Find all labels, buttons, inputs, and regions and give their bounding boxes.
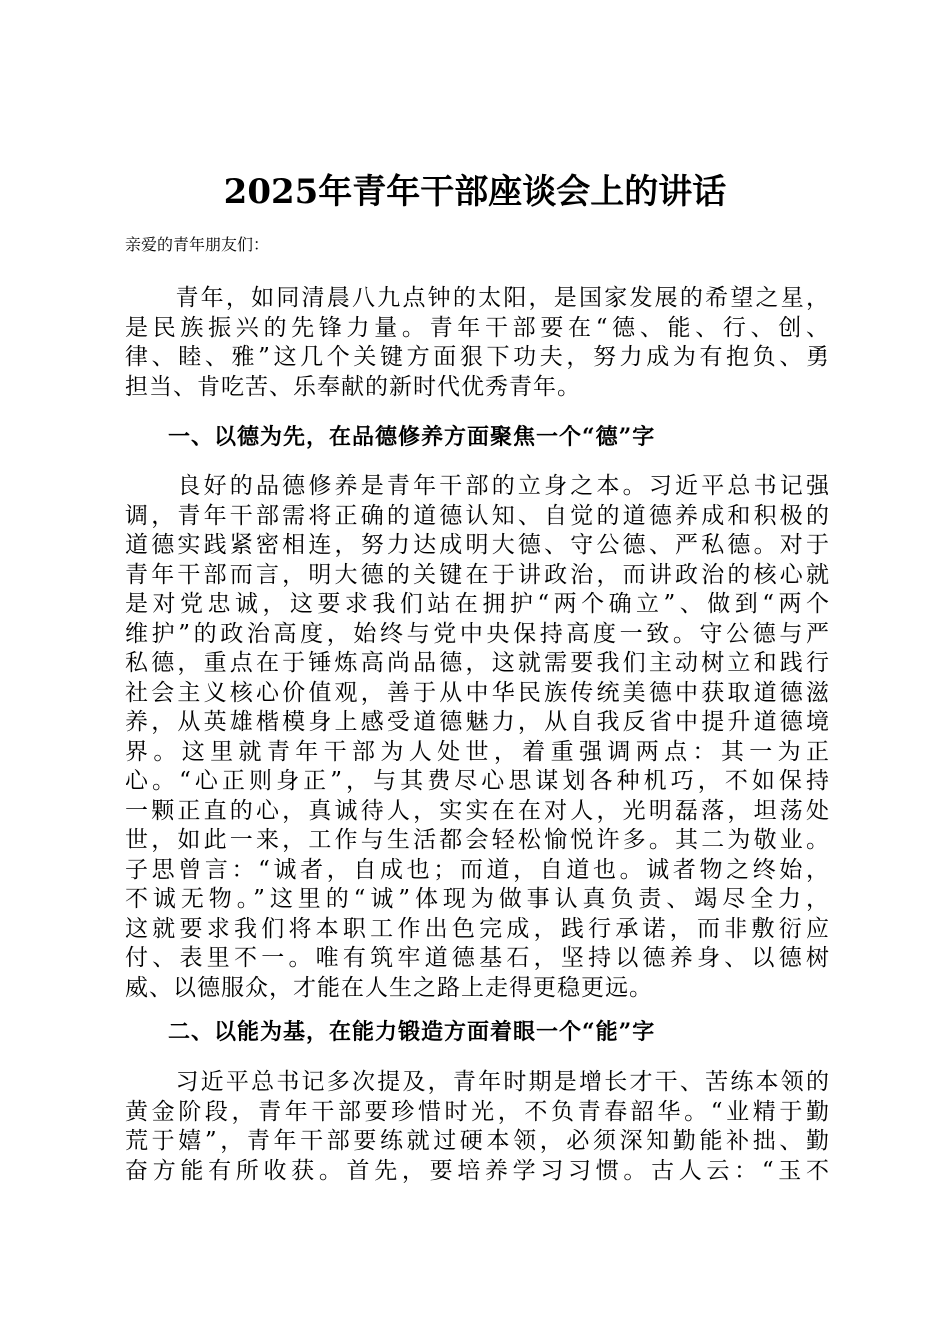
paragraph-line: 维护”的政治高度，始终与党中央保持高度一致。守公德与严 [125, 620, 830, 647]
paragraph-line: 养，从英雄楷模身上感受道德魅力，从自我反省中提升道德境 [125, 709, 830, 735]
intro-paragraph [125, 284, 830, 402]
paragraph-line: 世，如此一来，工作与生活都会轻松愉悦许多。其二为敬业。 [125, 827, 830, 853]
paragraph-line: 奋方能有所收获。首先，要培养学习习惯。古人云：“玉不 [125, 1157, 830, 1184]
paragraph-line: 调，青年干部需将正确的道德认知、自觉的道德养成和积极的 [125, 502, 830, 529]
paragraph-line: 社会主义核心价值观，善于从中华民族传统美德中获取道德滋 [125, 679, 830, 706]
section-1-paragraph [125, 472, 830, 1003]
document-title: 2025年青年干部座谈会上的讲话 [223, 172, 727, 212]
paragraph-line: 私德，重点在于锤炼高尚品德，这就需要我们主动树立和践行 [125, 650, 830, 676]
section-heading-2: 二、以能为基，在能力锻造方面着眼一个“能”字 [168, 1019, 656, 1045]
paragraph-line: 心。“心正则身正”，与其费尽心思谋划各种机巧，不如保持 [125, 768, 830, 794]
paragraph-line: 律、睦、雅”这几个关键方面狠下功夫，努力成为有抱负、勇 [125, 344, 830, 370]
paragraph-line: 这就要求我们将本职工作出色完成，践行承诺，而非敷衍应 [125, 915, 830, 942]
section-heading-1: 一、以德为先，在品德修养方面聚焦一个“德”字 [168, 424, 656, 450]
paragraph-line: 良好的品德修养是青年干部的立身之本。习近平总书记强 [125, 473, 830, 499]
paragraph-line: 付、表里不一。唯有筑牢道德基石，坚持以德养身、以德树 [125, 945, 830, 971]
paragraph-line: 界。这里就青年干部为人处世，着重强调两点：其一为正 [125, 738, 830, 765]
paragraph-line: 担当、肯吃苦、乐奉献的新时代优秀青年。 [125, 373, 581, 400]
section-2-paragraph [125, 1068, 830, 1186]
paragraph-line: 一颗正直的心，真诚待人，实实在在对人，光明磊落，坦荡处 [125, 797, 830, 824]
paragraph-line: 子思曾言：“诚者，自成也；而道，自道也。诚者物之终始， [125, 856, 830, 883]
paragraph-line: 习近平总书记多次提及，青年时期是增长才干、苦练本领的 [125, 1069, 830, 1095]
paragraph-line: 不诚无物。”这里的“诚”体现为做事认真负责、竭尽全力， [125, 886, 830, 912]
paragraph-line: 荒于嬉”，青年干部要练就过硬本领，必须深知勤能补拙、勤 [125, 1128, 830, 1154]
paragraph-line: 威、以德服众，才能在人生之路上走得更稳更远。 [125, 974, 653, 1001]
salutation: 亲爱的青年朋友们： [125, 235, 270, 254]
paragraph-line: 青年，如同清晨八九点钟的太阳，是国家发展的希望之星， [125, 285, 830, 311]
paragraph-line: 是对党忠诚，这要求我们站在拥护“两个确立”、做到“两个 [125, 591, 830, 617]
paragraph-line: 黄金阶段，青年干部要珍惜时光，不负青春韶华。“业精于勤 [125, 1098, 830, 1125]
paragraph-line: 道德实践紧密相连，努力达成明大德、守公德、严私德。对于 [125, 532, 830, 558]
paragraph-line: 是民族振兴的先锋力量。青年干部要在“德、能、行、创、 [125, 314, 830, 341]
paragraph-line: 青年干部而言，明大德的关键在于讲政治，而讲政治的核心就 [125, 561, 830, 588]
